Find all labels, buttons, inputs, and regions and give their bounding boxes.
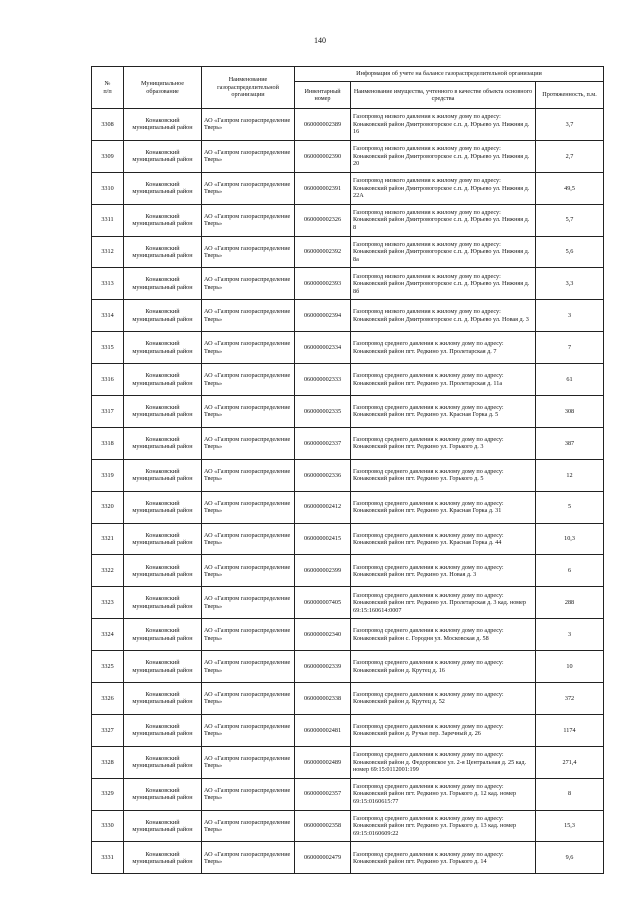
row-asset-name: Газопровод среднего давления к жилому дому по адресу: Конаковский район пгт. Редкино ул. Пролетарская д. 7 (351, 332, 536, 364)
row-number: 3326 (92, 683, 124, 715)
row-municipality: Конаковский муниципальный район (124, 427, 202, 459)
row-municipality: Конаковский муниципальный район (124, 778, 202, 810)
row-asset-name: Газопровод среднего давления к жилому дому по адресу: Конаковский район пгт. Редкино ул. Новая д. 3 (351, 555, 536, 587)
row-organization: АО «Газпром газораспределение Тверь» (202, 555, 295, 587)
row-organization: АО «Газпром газораспределение Тверь» (202, 842, 295, 874)
row-organization: АО «Газпром газораспределение Тверь» (202, 587, 295, 619)
table-row (92, 778, 604, 810)
row-inventory-number: 060000002340 (295, 619, 351, 651)
row-number: 3314 (92, 300, 124, 332)
row-asset-name: Газопровод низкого давления к жилому дому по адресу: Конаковский район Дмитровогорское с.п. д. Юрьево ул. Нижняя д. 22А (351, 172, 536, 204)
header-municipality: Муниципальное образование (124, 67, 202, 109)
row-asset-name: Газопровод среднего давления к жилому дому по адресу: Конаковский район д. Ручьи пер. Заречный д. 26 (351, 714, 536, 746)
row-municipality: Конаковский муниципальный район (124, 140, 202, 172)
table-row (92, 332, 604, 364)
row-length: 5 (536, 491, 604, 523)
row-number: 3321 (92, 523, 124, 555)
row-asset-name: Газопровод низкого давления к жилому дому по адресу: Конаковский район Дмитровогорское с.п. д. Юрьево ул. Нижняя д. 8 (351, 204, 536, 236)
row-asset-name: Газопровод среднего давления к жилому дому по адресу: Конаковский район пгт. Редкино ул. Горького д. 12 кад. номер 69:15:0160615:77 (351, 778, 536, 810)
row-inventory-number: 060000002481 (295, 714, 351, 746)
row-length: 9,6 (536, 842, 604, 874)
row-number: 3309 (92, 140, 124, 172)
table-row (92, 683, 604, 715)
table-row (92, 810, 604, 842)
table-row (92, 364, 604, 396)
row-municipality: Конаковский муниципальный район (124, 459, 202, 491)
row-municipality: Конаковский муниципальный район (124, 746, 202, 778)
row-length: 10,3 (536, 523, 604, 555)
row-asset-name: Газопровод среднего давления к жилому дому по адресу: Конаковский район пгт. Редкино ул. Красная Горка д. 44 (351, 523, 536, 555)
row-number: 3324 (92, 619, 124, 651)
row-inventory-number: 060000002393 (295, 268, 351, 300)
row-municipality: Конаковский муниципальный район (124, 714, 202, 746)
row-municipality: Конаковский муниципальный район (124, 396, 202, 428)
row-municipality: Конаковский муниципальный район (124, 587, 202, 619)
row-organization: АО «Газпром газораспределение Тверь» (202, 140, 295, 172)
row-organization: АО «Газпром газораспределение Тверь» (202, 300, 295, 332)
row-number: 3325 (92, 651, 124, 683)
row-municipality: Конаковский муниципальный район (124, 619, 202, 651)
table-row (92, 396, 604, 428)
row-municipality: Конаковский муниципальный район (124, 683, 202, 715)
row-organization: АО «Газпром газораспределение Тверь» (202, 459, 295, 491)
row-inventory-number: 060000002399 (295, 555, 351, 587)
table-row (92, 300, 604, 332)
row-inventory-number: 060000002389 (295, 109, 351, 141)
row-inventory-number: 060000002357 (295, 778, 351, 810)
row-organization: АО «Газпром газораспределение Тверь» (202, 523, 295, 555)
row-asset-name: Газопровод низкого давления к жилому дому по адресу: Конаковский район Дмитровогорское с.п. д. Юрьево ул. Нижняя д. 8а (351, 236, 536, 268)
table-row (92, 109, 604, 141)
row-organization: АО «Газпром газораспределение Тверь» (202, 332, 295, 364)
row-length: 15,3 (536, 810, 604, 842)
row-length: 10 (536, 651, 604, 683)
row-organization: АО «Газпром газораспределение Тверь» (202, 491, 295, 523)
header-length: Протяженность, п.м. (536, 82, 604, 109)
table-body (92, 109, 604, 874)
row-number: 3318 (92, 427, 124, 459)
row-number: 3320 (92, 491, 124, 523)
table-row (92, 555, 604, 587)
row-asset-name: Газопровод низкого давления к жилому дому по адресу: Конаковский район Дмитровогорское с.п. д. Юрьево ул. Нижняя д. 20 (351, 140, 536, 172)
row-municipality: Конаковский муниципальный район (124, 810, 202, 842)
row-length: 61 (536, 364, 604, 396)
table-row (92, 427, 604, 459)
table-row (92, 236, 604, 268)
header-info-group: Информация об учете на балансе газораспределительной организации (295, 67, 604, 82)
header-num: № п/п (92, 67, 124, 109)
row-asset-name: Газопровод низкого давления к жилому дому по адресу: Конаковский район Дмитровогорское с.п. д. Юрьево ул. Нижняя д. 16 (351, 109, 536, 141)
row-inventory-number: 060000002334 (295, 332, 351, 364)
row-municipality: Конаковский муниципальный район (124, 491, 202, 523)
row-number: 3311 (92, 204, 124, 236)
row-inventory-number: 060000002339 (295, 651, 351, 683)
row-organization: АО «Газпром газораспределение Тверь» (202, 427, 295, 459)
row-municipality: Конаковский муниципальный район (124, 109, 202, 141)
row-asset-name: Газопровод среднего давления к жилому дому по адресу: Конаковский район д. Федоровское ул. 2-я Центральная д. 25 кад. номер 69:15:0112001:199 (351, 746, 536, 778)
row-number: 3315 (92, 332, 124, 364)
row-asset-name: Газопровод среднего давления к жилому дому по адресу: Конаковский район д. Крутец д. 52 (351, 683, 536, 715)
row-asset-name: Газопровод среднего давления к жилому дому по адресу: Конаковский район пгт. Редкино ул. Пролетарская д. 3 кад. номер 69:15:160614:0007 (351, 587, 536, 619)
row-number: 3313 (92, 268, 124, 300)
row-municipality: Конаковский муниципальный район (124, 236, 202, 268)
row-organization: АО «Газпром газораспределение Тверь» (202, 236, 295, 268)
row-organization: АО «Газпром газораспределение Тверь» (202, 204, 295, 236)
row-length: 49,5 (536, 172, 604, 204)
row-organization: АО «Газпром газораспределение Тверь» (202, 746, 295, 778)
row-number: 3331 (92, 842, 124, 874)
row-number: 3322 (92, 555, 124, 587)
table-row (92, 140, 604, 172)
row-length: 12 (536, 459, 604, 491)
table-row (92, 651, 604, 683)
row-length: 271,4 (536, 746, 604, 778)
table-row (92, 746, 604, 778)
table-row (92, 587, 604, 619)
row-asset-name: Газопровод среднего давления к жилому дому по адресу: Конаковский район пгт. Редкино ул. Горького д. 3 (351, 427, 536, 459)
row-asset-name: Газопровод среднего давления к жилому дому по адресу: Конаковский район пгт. Редкино ул. Пролетарская д. 11а (351, 364, 536, 396)
row-organization: АО «Газпром газораспределение Тверь» (202, 172, 295, 204)
row-number: 3317 (92, 396, 124, 428)
header-organization: Наименование газораспределительной организации (202, 67, 295, 109)
row-organization: АО «Газпром газораспределение Тверь» (202, 268, 295, 300)
row-length: 3,7 (536, 109, 604, 141)
row-asset-name: Газопровод среднего давления к жилому дому по адресу: Конаковский район пгт. Редкино ул. Горького д. 13 кад. номер 69:15:0160609:22 (351, 810, 536, 842)
row-asset-name: Газопровод среднего давления к жилому дому по адресу: Конаковский район пгт. Редкино ул. Красная Горка д. 5 (351, 396, 536, 428)
row-number: 3330 (92, 810, 124, 842)
row-length: 3,3 (536, 268, 604, 300)
row-organization: АО «Газпром газораспределение Тверь» (202, 396, 295, 428)
row-asset-name: Газопровод среднего давления к жилому дому по адресу: Конаковский район д. Крутец д. 16 (351, 651, 536, 683)
row-municipality: Конаковский муниципальный район (124, 172, 202, 204)
row-inventory-number: 060000002358 (295, 810, 351, 842)
row-organization: АО «Газпром газораспределение Тверь» (202, 683, 295, 715)
row-length: 7 (536, 332, 604, 364)
table-row (92, 714, 604, 746)
row-municipality: Конаковский муниципальный район (124, 651, 202, 683)
row-number: 3329 (92, 778, 124, 810)
row-asset-name: Газопровод среднего давления к жилому дому по адресу: Конаковский район пгт. Редкино ул. Красная Горка д. 31 (351, 491, 536, 523)
table-row (92, 172, 604, 204)
row-inventory-number: 060000002335 (295, 396, 351, 428)
row-length: 5,6 (536, 236, 604, 268)
row-inventory-number: 060000002392 (295, 236, 351, 268)
row-number: 3316 (92, 364, 124, 396)
row-inventory-number: 060000002394 (295, 300, 351, 332)
row-asset-name: Газопровод среднего давления к жилому дому по адресу: Конаковский район пгт. Редкино ул. Горького д. 14 (351, 842, 536, 874)
row-inventory-number: 060000002390 (295, 140, 351, 172)
row-number: 3319 (92, 459, 124, 491)
row-length: 3 (536, 619, 604, 651)
row-number: 3323 (92, 587, 124, 619)
row-organization: АО «Газпром газораспределение Тверь» (202, 651, 295, 683)
table-row (92, 619, 604, 651)
row-municipality: Конаковский муниципальный район (124, 204, 202, 236)
row-number: 3310 (92, 172, 124, 204)
row-asset-name: Газопровод среднего давления к жилому дому по адресу: Конаковский район с. Городня ул. Московская д. 58 (351, 619, 536, 651)
table-row (92, 204, 604, 236)
table-row (92, 268, 604, 300)
row-number: 3308 (92, 109, 124, 141)
row-inventory-number: 060000002415 (295, 523, 351, 555)
row-length: 3 (536, 300, 604, 332)
row-municipality: Конаковский муниципальный район (124, 555, 202, 587)
row-municipality: Конаковский муниципальный район (124, 268, 202, 300)
row-inventory-number: 060000007405 (295, 587, 351, 619)
row-inventory-number: 060000002338 (295, 683, 351, 715)
row-length: 2,7 (536, 140, 604, 172)
row-length: 387 (536, 427, 604, 459)
row-asset-name: Газопровод низкого давления к жилому дому по адресу: Конаковский район Дмитровогорское с.п. д. Юрьево ул. Новая д. 3 (351, 300, 536, 332)
row-length: 372 (536, 683, 604, 715)
gas-pipeline-table (91, 66, 604, 874)
row-number: 3312 (92, 236, 124, 268)
row-organization: АО «Газпром газораспределение Тверь» (202, 714, 295, 746)
row-inventory-number: 060000002326 (295, 204, 351, 236)
row-inventory-number: 060000002336 (295, 459, 351, 491)
row-municipality: Конаковский муниципальный район (124, 523, 202, 555)
header-asset-name: Наименование имущества, учтенного в качестве объекта основного средства (351, 82, 536, 109)
row-inventory-number: 060000002412 (295, 491, 351, 523)
row-organization: АО «Газпром газораспределение Тверь» (202, 364, 295, 396)
row-length: 288 (536, 587, 604, 619)
row-length: 8 (536, 778, 604, 810)
row-organization: АО «Газпром газораспределение Тверь» (202, 810, 295, 842)
row-inventory-number: 060000002337 (295, 427, 351, 459)
row-number: 3328 (92, 746, 124, 778)
row-number: 3327 (92, 714, 124, 746)
row-organization: АО «Газпром газораспределение Тверь» (202, 619, 295, 651)
row-municipality: Конаковский муниципальный район (124, 842, 202, 874)
row-municipality: Конаковский муниципальный район (124, 364, 202, 396)
row-organization: АО «Газпром газораспределение Тверь» (202, 109, 295, 141)
row-inventory-number: 060000002489 (295, 746, 351, 778)
row-length: 1174 (536, 714, 604, 746)
row-length: 308 (536, 396, 604, 428)
header-inventory: Инвентарный номер (295, 82, 351, 109)
row-municipality: Конаковский муниципальный район (124, 332, 202, 364)
row-asset-name: Газопровод среднего давления к жилому дому по адресу: Конаковский район пгт. Редкино ул. Горького д. 5 (351, 459, 536, 491)
row-inventory-number: 060000002479 (295, 842, 351, 874)
row-asset-name: Газопровод низкого давления к жилому дому по адресу: Конаковский район Дмитровогорское с.п. д. Юрьево ул. Нижняя д. 8б (351, 268, 536, 300)
table-row (92, 523, 604, 555)
row-length: 6 (536, 555, 604, 587)
row-inventory-number: 060000002333 (295, 364, 351, 396)
page-number: 140 (314, 36, 326, 45)
row-organization: АО «Газпром газораспределение Тверь» (202, 778, 295, 810)
table-row (92, 459, 604, 491)
row-municipality: Конаковский муниципальный район (124, 300, 202, 332)
table-row (92, 491, 604, 523)
table-row (92, 842, 604, 874)
row-inventory-number: 060000002391 (295, 172, 351, 204)
row-length: 5,7 (536, 204, 604, 236)
